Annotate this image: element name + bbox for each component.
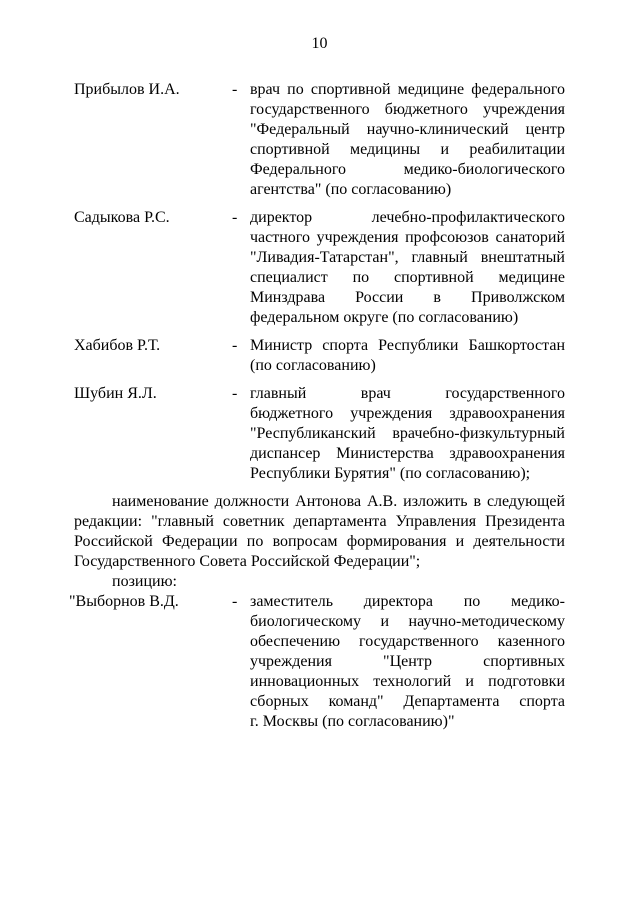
appointee-name: Садыкова Р.С. — [74, 209, 170, 226]
appointee-position: главный врач государственного бюджетного учреждения здравоохранения "Республиканский врачебно-физкультурный диспансер Министерства здравоохранения Республики Бурятия" (по согласованию); — [250, 385, 565, 482]
appointee-entry — [69, 592, 565, 732]
position-intro-label: позицию: — [112, 573, 177, 590]
appointee-position: врач по спортивной медицине федерального государственного бюджетного учреждения "Федеральный научно-клинический центр спортивной медицины и реабилитации Федерального медико-биологического агентства" (по согласованию) — [250, 81, 565, 198]
appointments-list — [74, 80, 565, 484]
appointee-position: заместитель директора по медико- биологическому и научно-методическому обеспечению государственного казенного учреждения "Центр спортивных инновационных технологий и подготовки сборных команд" Департамента спорта г. Москвы (по согласованию)" — [250, 593, 565, 730]
dash-separator: - — [232, 593, 238, 610]
dash-separator: - — [232, 81, 238, 98]
appointee-entry — [74, 80, 565, 200]
page-number: 10 — [311, 35, 328, 52]
appointee-name: Шубин Я.Л. — [74, 385, 157, 402]
appointee-position: директор лечебно-профилактического частного учреждения профсоюзов санаторий "Ливадия-Татарстан", главный внештатный специалист по спортивной медицине Минздрава России в Приволжском федеральном округе (по согласованию) — [250, 209, 565, 326]
dash-separator: - — [232, 385, 238, 402]
appointee-entry — [74, 208, 565, 328]
amendment-paragraph: наименование должности Антонова А.В. изложить в следующей редакции: "главный советник департамента Управления Президента Российской Федерации по вопросам формирования и деятельности Государственного Совета Российской Федерации"; — [74, 493, 565, 570]
appointee-name: Хабибов Р.Т. — [74, 337, 161, 354]
dash-separator: - — [232, 337, 238, 354]
appointee-name: "Выборнов В.Д. — [69, 593, 179, 610]
appointee-entry — [74, 384, 565, 484]
appointee-name: Прибылов И.А. — [74, 81, 180, 98]
dash-separator: - — [232, 209, 238, 226]
appointee-position: Министр спорта Республики Башкортостан (по согласованию) — [250, 337, 565, 374]
new-position-section — [69, 592, 565, 732]
appointee-entry — [74, 336, 565, 376]
